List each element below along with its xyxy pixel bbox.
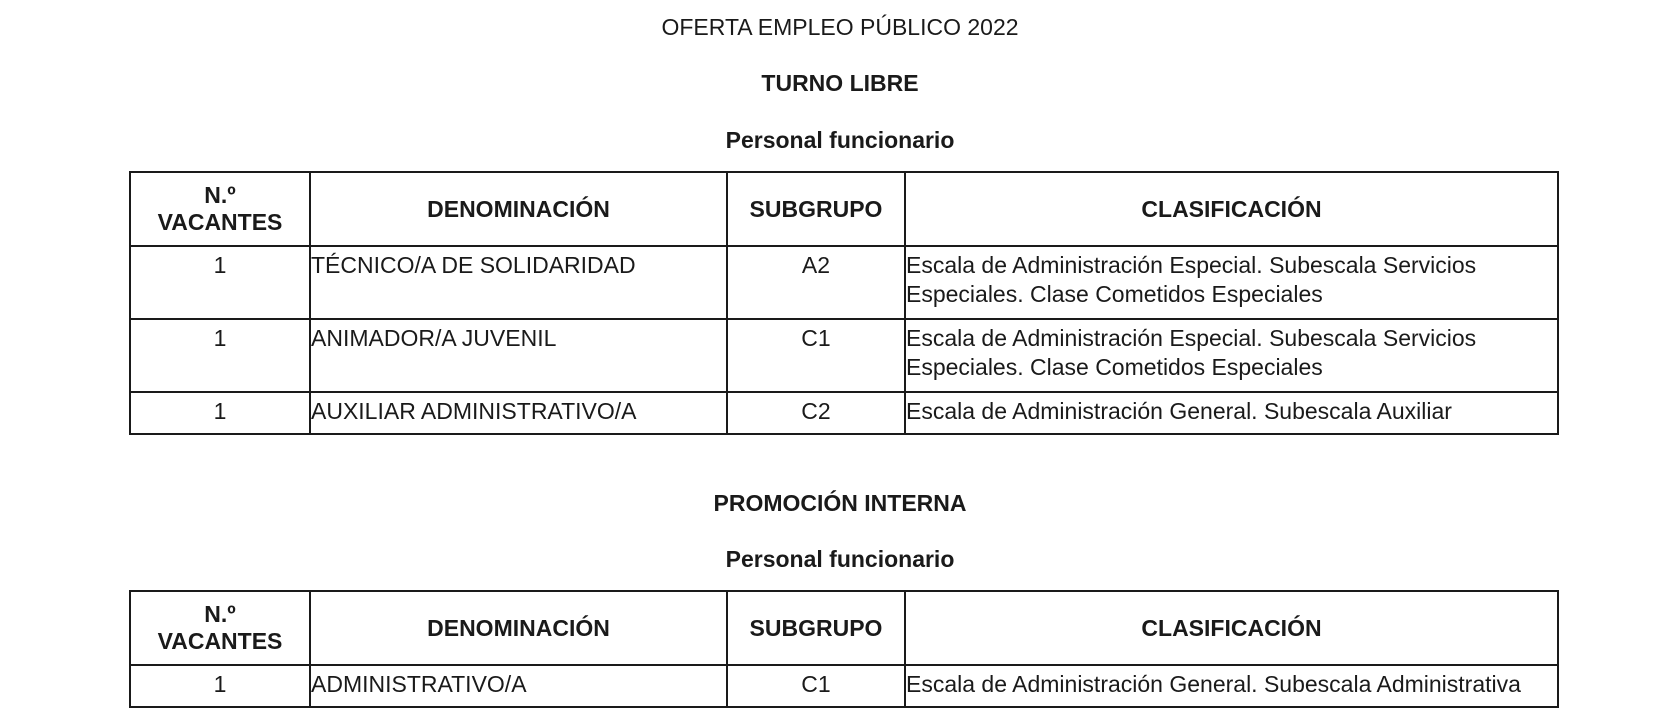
header-denominacion: DENOMINACIÓN xyxy=(310,591,727,665)
cell-subgrupo: C2 xyxy=(727,392,905,434)
cell-clasificacion xyxy=(905,319,1558,392)
cell-clasificacion: Escala de Administración General. Subescala Administrativa xyxy=(905,665,1558,707)
cell-denominacion: TÉCNICO/A DE SOLIDARIDAD xyxy=(310,246,727,319)
header-denominacion: DENOMINACIÓN xyxy=(310,172,727,246)
header-vacantes-line2: VACANTES xyxy=(157,209,283,235)
header-vacantes-line1: N.º xyxy=(204,601,236,627)
table-header-row xyxy=(130,591,1558,665)
cell-denominacion: ANIMADOR/A JUVENIL xyxy=(310,319,727,392)
section-title-turno-libre: TURNO LIBRE xyxy=(761,70,919,96)
cell-subgrupo: A2 xyxy=(727,246,905,319)
clasificacion-line1: Escala de Administración Especial. Subescala Servicios xyxy=(906,325,1477,351)
cell-subgrupo: C1 xyxy=(727,319,905,392)
cell-vacantes: 1 xyxy=(130,392,310,434)
cell-clasificacion xyxy=(905,246,1558,319)
document-title: OFERTA EMPLEO PÚBLICO 2022 xyxy=(661,14,1019,40)
table-row xyxy=(130,319,1558,392)
section-subtitle-personal-funcionario: Personal funcionario xyxy=(725,546,955,572)
table-row xyxy=(130,392,1558,434)
header-vacantes xyxy=(130,591,310,665)
header-clasificacion: CLASIFICACIÓN xyxy=(905,591,1558,665)
section-title-promocion-interna: PROMOCIÓN INTERNA xyxy=(713,490,967,516)
cell-vacantes: 1 xyxy=(130,246,310,319)
table-turno-libre xyxy=(129,171,1559,435)
clasificacion-line2: Especiales. Clase Cometidos Especiales xyxy=(906,281,1323,307)
cell-vacantes: 1 xyxy=(130,319,310,392)
header-subgrupo: SUBGRUPO xyxy=(727,172,905,246)
header-clasificacion: CLASIFICACIÓN xyxy=(905,172,1558,246)
cell-denominacion: ADMINISTRATIVO/A xyxy=(310,665,727,707)
clasificacion-line2: Especiales. Clase Cometidos Especiales xyxy=(906,354,1323,380)
cell-denominacion: AUXILIAR ADMINISTRATIVO/A xyxy=(310,392,727,434)
clasificacion-line1: Escala de Administración Especial. Subescala Servicios xyxy=(906,252,1477,278)
table-promocion-interna xyxy=(129,590,1559,708)
table-row xyxy=(130,246,1558,319)
header-subgrupo: SUBGRUPO xyxy=(727,591,905,665)
header-vacantes xyxy=(130,172,310,246)
table-header-row xyxy=(130,172,1558,246)
table-row xyxy=(130,665,1558,707)
section-subtitle-personal-funcionario: Personal funcionario xyxy=(725,127,955,153)
header-vacantes-line2: VACANTES xyxy=(157,628,283,654)
header-vacantes-line1: N.º xyxy=(204,182,236,208)
cell-vacantes: 1 xyxy=(130,665,310,707)
cell-clasificacion: Escala de Administración General. Subescala Auxiliar xyxy=(905,392,1558,434)
cell-subgrupo: C1 xyxy=(727,665,905,707)
